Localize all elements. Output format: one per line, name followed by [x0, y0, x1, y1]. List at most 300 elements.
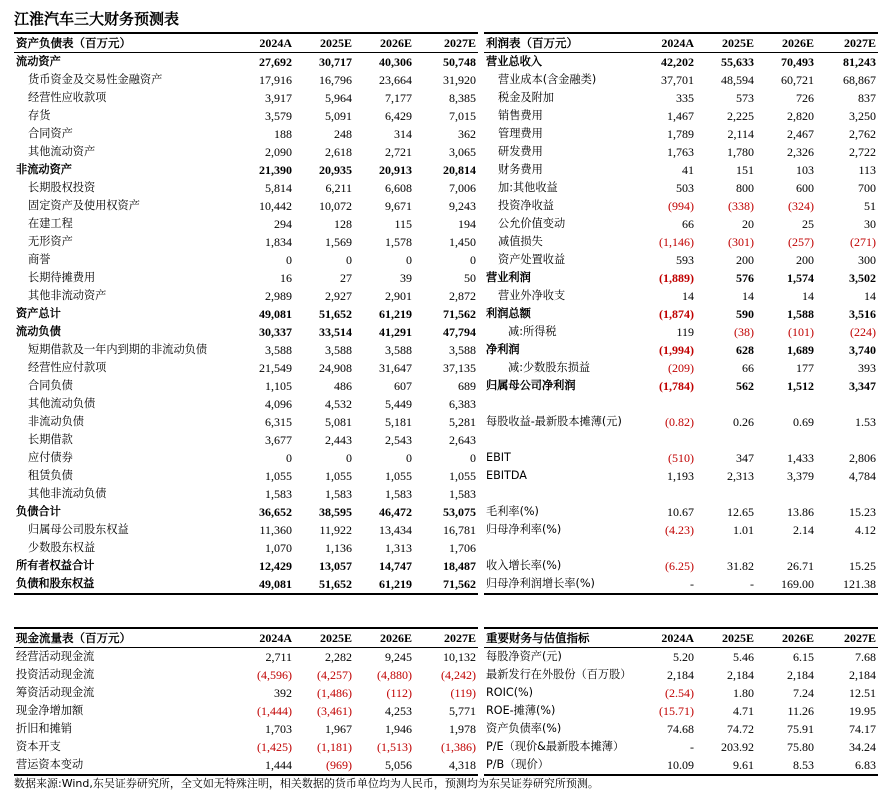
cell-value: 2,872 — [449, 289, 476, 303]
cell-value: 314 — [394, 127, 412, 141]
cell-value — [696, 395, 756, 413]
cell-value: 576 — [736, 271, 754, 285]
cell-value: 689 — [458, 379, 476, 393]
row-label: 营业外净收支 — [498, 289, 566, 302]
table-row — [484, 449, 878, 467]
table-row — [14, 269, 478, 287]
cell-value: 21,549 — [259, 361, 292, 375]
cell-value: 2,806 — [849, 451, 876, 465]
cell-value: 11,922 — [319, 523, 352, 537]
cell-value: 2,225 — [727, 109, 754, 123]
cell-value: 1.01 — [733, 523, 754, 537]
table-row — [14, 575, 478, 594]
table-header-row — [14, 33, 478, 53]
cell-value: 2,901 — [385, 289, 412, 303]
cell-value: 38,595 — [319, 505, 352, 519]
table-row — [14, 233, 478, 251]
table-row — [14, 53, 478, 72]
cell-value: 20,814 — [443, 163, 476, 177]
cell-value: 3,588 — [265, 343, 292, 357]
table-row — [484, 341, 878, 359]
cell-value: 1,136 — [325, 541, 352, 555]
cell-value: (1,146) — [659, 235, 694, 249]
cell-value: 23,664 — [379, 73, 412, 87]
cell-value: 0 — [346, 253, 352, 267]
cell-value: 4,532 — [325, 397, 352, 411]
cell-value: 700 — [858, 181, 876, 195]
cell-value: 0 — [406, 253, 412, 267]
cell-value: 42,202 — [661, 55, 694, 69]
cell-value: 50,748 — [443, 55, 476, 69]
cell-value: 16,781 — [443, 523, 476, 537]
cell-value: 1,313 — [385, 541, 412, 555]
cell-value: 800 — [736, 181, 754, 195]
table-row — [484, 251, 878, 269]
row-label: 固定资产及使用权资产 — [28, 199, 140, 212]
cell-value: 71,562 — [414, 575, 478, 594]
table-row — [14, 539, 478, 557]
cell-value: (1,513) — [377, 740, 412, 754]
row-label: 合同负债 — [28, 379, 73, 392]
cell-value: 1,763 — [667, 145, 694, 159]
cell-value: 151 — [736, 163, 754, 177]
cell-value: 37,701 — [661, 73, 694, 87]
cell-value: 593 — [676, 253, 694, 267]
cell-value: 14 — [802, 289, 814, 303]
cell-value: 39 — [400, 271, 412, 285]
table-row — [14, 251, 478, 269]
table-row — [484, 431, 878, 449]
cell-value: (38) — [734, 325, 754, 339]
cell-value: 5,814 — [265, 181, 292, 195]
cell-value: 726 — [796, 91, 814, 105]
row-label: 经营性应收款项 — [28, 91, 107, 104]
table-row — [14, 395, 478, 413]
cell-value: 20 — [742, 217, 754, 231]
cell-value: 37,135 — [443, 361, 476, 375]
cell-value: 4.12 — [855, 523, 876, 537]
cell-value: 5,964 — [325, 91, 352, 105]
cell-value: 11,360 — [259, 523, 292, 537]
table-row — [484, 89, 878, 107]
table-row — [484, 720, 878, 738]
cell-value: 4,096 — [265, 397, 292, 411]
cell-value: 66 — [682, 217, 694, 231]
table-row — [14, 89, 478, 107]
row-label: 减值损失 — [498, 235, 543, 248]
cell-value: 2,184 — [667, 668, 694, 682]
cell-value: 2,184 — [787, 668, 814, 682]
cell-value: 1,706 — [449, 541, 476, 555]
cell-value: 1,583 — [325, 487, 352, 501]
row-label: 经营活动现金流 — [16, 650, 95, 663]
table-row — [484, 666, 878, 684]
cell-value: (4,880) — [377, 668, 412, 682]
cell-value: (4,257) — [317, 668, 352, 682]
cell-value — [632, 395, 696, 413]
cell-value: 19.95 — [849, 704, 876, 718]
cell-value: 15.25 — [849, 559, 876, 573]
row-label — [484, 431, 632, 449]
cell-value: (1,444) — [257, 704, 292, 718]
cell-value: 1,433 — [787, 451, 814, 465]
table-row — [14, 684, 478, 702]
row-label: 其他流动负债 — [28, 397, 96, 410]
cell-value: 1,583 — [265, 487, 292, 501]
cell-value: (119) — [450, 686, 476, 700]
cell-value: 18,487 — [443, 559, 476, 573]
cell-value: 1,583 — [449, 487, 476, 501]
cell-value: 6,383 — [449, 397, 476, 411]
cell-value: 1,105 — [265, 379, 292, 393]
cell-value: 573 — [736, 91, 754, 105]
cell-value: 2,989 — [265, 289, 292, 303]
cell-value: 81,243 — [843, 55, 876, 69]
row-label: 现金净增加额 — [16, 704, 84, 717]
row-label: 营业成本(含金融类) — [498, 73, 597, 86]
table-row — [484, 756, 878, 775]
cell-value: (271) — [850, 235, 876, 249]
row-label: 减:所得税 — [508, 325, 557, 338]
row-label — [484, 539, 632, 557]
row-label: 净利润 — [486, 343, 520, 356]
cell-value: 6,429 — [385, 109, 412, 123]
cell-value: 1,070 — [265, 541, 292, 555]
cell-value: 628 — [736, 343, 754, 357]
table-row — [484, 305, 878, 323]
table-row — [484, 413, 878, 431]
table-row — [484, 125, 878, 143]
cell-value: 248 — [334, 127, 352, 141]
cell-value: 9,245 — [385, 650, 412, 664]
cell-value: 2,643 — [449, 433, 476, 447]
cell-value: 12.65 — [727, 505, 754, 519]
cell-value: 2,721 — [385, 145, 412, 159]
cell-value: 9,243 — [449, 199, 476, 213]
row-label: 投资活动现金流 — [16, 668, 95, 681]
row-label: 少数股东权益 — [28, 541, 96, 554]
cell-value: 1,703 — [265, 722, 292, 736]
cell-value: 14 — [742, 289, 754, 303]
table-row — [484, 395, 878, 413]
cell-value: 1,588 — [787, 307, 814, 321]
cell-value: 14 — [682, 289, 694, 303]
table-row — [14, 161, 478, 179]
cell-value: 607 — [394, 379, 412, 393]
row-label: 资产总计 — [16, 307, 61, 320]
table-header-row — [14, 628, 478, 648]
cell-value: 2,722 — [849, 145, 876, 159]
cell-value: 1,834 — [265, 235, 292, 249]
cell-value: 200 — [736, 253, 754, 267]
table-row — [484, 557, 878, 575]
table-row — [484, 107, 878, 125]
cell-value: (3,461) — [317, 704, 352, 718]
cell-value: 74.68 — [667, 722, 694, 736]
cell-value: 12.51 — [849, 686, 876, 700]
cell-value: 9,671 — [385, 199, 412, 213]
cell-value: 16 — [280, 271, 292, 285]
column-header: 2027E — [414, 628, 478, 648]
cell-value: (1,386) — [441, 740, 476, 754]
cell-value: 347 — [736, 451, 754, 465]
row-label: 最新发行在外股份（百万股） — [486, 668, 632, 681]
row-label: 收入增长率(%) — [486, 559, 562, 572]
cell-value: 3,588 — [385, 343, 412, 357]
cell-value — [632, 431, 696, 449]
cell-value: 590 — [736, 307, 754, 321]
cell-value: 13,057 — [319, 559, 352, 573]
row-label: 归母净利率(%) — [486, 523, 562, 536]
cell-value: (209) — [668, 361, 694, 375]
table-row — [14, 467, 478, 485]
page-title: 江淮汽车三大财务预测表 — [14, 10, 180, 28]
cell-value: 294 — [274, 217, 292, 231]
cell-value: 3,588 — [449, 343, 476, 357]
table-row — [14, 503, 478, 521]
cell-value: 121.38 — [816, 575, 878, 594]
cell-value: - — [632, 575, 696, 594]
cell-value: 0 — [406, 451, 412, 465]
cell-value — [816, 431, 878, 449]
cell-value: (6.25) — [665, 559, 694, 573]
cell-value: 392 — [274, 686, 292, 700]
row-label: P/E（现价&最新股本摊薄） — [486, 740, 625, 753]
table-row — [14, 485, 478, 503]
cell-value — [696, 539, 756, 557]
cell-value: 393 — [858, 361, 876, 375]
cell-value: 11.26 — [787, 704, 814, 718]
cell-value — [756, 539, 816, 557]
cell-value: 12,429 — [259, 559, 292, 573]
cell-value: 0 — [346, 451, 352, 465]
row-label: 折旧和摊销 — [16, 722, 72, 735]
cell-value: 194 — [458, 217, 476, 231]
cell-value: 51 — [864, 199, 876, 213]
cell-value: 169.00 — [756, 575, 816, 594]
table-row — [14, 666, 478, 684]
table-row — [14, 702, 478, 720]
cell-value: 6,608 — [385, 181, 412, 195]
table-row — [484, 539, 878, 557]
cell-value: 21,390 — [259, 163, 292, 177]
cell-value: (324) — [788, 199, 814, 213]
cell-value: (224) — [850, 325, 876, 339]
row-label: 销售费用 — [498, 109, 543, 122]
row-label: 非流动负债 — [28, 415, 84, 428]
row-label: 长期股权投资 — [28, 181, 96, 194]
row-label: EBITDA — [486, 469, 527, 482]
column-header: 2024A — [234, 628, 294, 648]
table-row — [484, 215, 878, 233]
cell-value: 51,652 — [319, 307, 352, 321]
row-label — [484, 485, 632, 503]
table-row — [14, 305, 478, 323]
cell-value: 36,652 — [259, 505, 292, 519]
cell-value: 5.46 — [733, 650, 754, 664]
cell-value: 0 — [470, 451, 476, 465]
table-row — [484, 197, 878, 215]
row-label: 营运资本变动 — [14, 756, 234, 775]
table-title: 利润表（百万元） — [484, 33, 632, 53]
cell-value: 51,652 — [294, 575, 354, 594]
cell-value: 10,072 — [319, 199, 352, 213]
row-label: 营业总收入 — [486, 55, 542, 68]
cell-value: 1,780 — [727, 145, 754, 159]
table-row — [14, 648, 478, 667]
table-row — [14, 341, 478, 359]
cell-value — [756, 395, 816, 413]
cell-value — [756, 485, 816, 503]
cell-value: 5,081 — [325, 415, 352, 429]
cell-value: 5,181 — [385, 415, 412, 429]
cell-value: 2,762 — [849, 127, 876, 141]
cell-value: (1,486) — [317, 686, 352, 700]
cell-value: 75.80 — [787, 740, 814, 754]
table-row — [14, 107, 478, 125]
cell-value: 61,219 — [354, 575, 414, 594]
cell-value: 6,315 — [265, 415, 292, 429]
cell-value: 7,006 — [449, 181, 476, 195]
cell-value: 2.14 — [793, 523, 814, 537]
cell-value: 47,794 — [443, 325, 476, 339]
row-label: 负债和股东权益 — [14, 575, 234, 594]
income-statement-table — [484, 32, 878, 595]
cell-value: 3,740 — [849, 343, 876, 357]
row-label: 应付债券 — [28, 451, 73, 464]
row-label: 短期借款及一年内到期的非流动负债 — [28, 343, 208, 356]
table-row — [484, 287, 878, 305]
cell-value: 3,516 — [849, 307, 876, 321]
cell-value: 3,379 — [787, 469, 814, 483]
cell-value: 6.15 — [793, 650, 814, 664]
cell-value: - — [690, 740, 694, 754]
cell-value: 1.80 — [733, 686, 754, 700]
table-row — [484, 702, 878, 720]
cell-value: 177 — [796, 361, 814, 375]
column-header: 2026E — [354, 628, 414, 648]
cash-flow-table — [14, 627, 478, 776]
column-header: 2024A — [632, 628, 696, 648]
cell-value: 1,569 — [325, 235, 352, 249]
table-row — [14, 197, 478, 215]
cell-value: 1,574 — [787, 271, 814, 285]
cell-value: 6.83 — [816, 756, 878, 775]
table-row — [14, 323, 478, 341]
table-row — [484, 161, 878, 179]
cell-value: 562 — [736, 379, 754, 393]
cell-value — [816, 395, 878, 413]
row-label: 货币资金及交易性金融资产 — [28, 73, 163, 86]
table-row — [14, 125, 478, 143]
cell-value: 0.69 — [793, 415, 814, 429]
column-header: 2025E — [696, 628, 756, 648]
row-label: 长期借款 — [28, 433, 73, 446]
row-label: 利润总额 — [486, 307, 531, 320]
row-label: 其他流动资产 — [28, 145, 96, 158]
cell-value: 1,055 — [449, 469, 476, 483]
cell-value: 103 — [796, 163, 814, 177]
row-label: 经营性应付款项 — [28, 361, 107, 374]
row-label: 负债合计 — [16, 505, 61, 518]
cell-value: 71,562 — [443, 307, 476, 321]
cell-value: 2,184 — [849, 668, 876, 682]
cell-value: 74.17 — [849, 722, 876, 736]
cell-value: 9.61 — [696, 756, 756, 775]
table-title: 现金流量表（百万元） — [14, 628, 234, 648]
cell-value: (15.71) — [659, 704, 694, 718]
cell-value: 7,015 — [449, 109, 476, 123]
cell-value: (2.54) — [665, 686, 694, 700]
cell-value: 34.24 — [849, 740, 876, 754]
column-header: 2027E — [414, 33, 478, 53]
cell-value: 40,306 — [379, 55, 412, 69]
cell-value: 2,443 — [325, 433, 352, 447]
column-header: 2024A — [632, 33, 696, 53]
cell-value: 1,978 — [449, 722, 476, 736]
table-row — [14, 521, 478, 539]
cell-value: 4,784 — [849, 469, 876, 483]
row-label: 财务费用 — [498, 163, 543, 176]
cell-value: (4,242) — [441, 668, 476, 682]
table-row — [14, 377, 478, 395]
cell-value: 5,771 — [449, 704, 476, 718]
table-row — [484, 269, 878, 287]
cell-value — [696, 485, 756, 503]
table-row — [14, 287, 478, 305]
cell-value — [632, 485, 696, 503]
cell-value: 300 — [858, 253, 876, 267]
cell-value: (994) — [668, 199, 694, 213]
row-label: 每股收益-最新股本摊薄(元) — [486, 415, 622, 428]
cell-value: 3,347 — [849, 379, 876, 393]
cell-value: 10,132 — [443, 650, 476, 664]
cell-value: 2,326 — [787, 145, 814, 159]
row-label: 所有者权益合计 — [16, 559, 95, 572]
balance-sheet-table — [14, 32, 478, 595]
cell-value: 74.72 — [727, 722, 754, 736]
row-label: ROE-摊薄(%) — [486, 704, 556, 717]
table-row — [14, 449, 478, 467]
cell-value: 115 — [394, 217, 412, 231]
cell-value: 7.68 — [855, 650, 876, 664]
cell-value: 61,219 — [379, 307, 412, 321]
column-header: 2026E — [756, 33, 816, 53]
cell-value: 55,633 — [721, 55, 754, 69]
table-row — [484, 738, 878, 756]
cell-value: 25 — [802, 217, 814, 231]
cell-value: 1,467 — [667, 109, 694, 123]
cell-value: (112) — [386, 686, 412, 700]
row-label: 长期待摊费用 — [28, 271, 96, 284]
cell-value: 2,543 — [385, 433, 412, 447]
cell-value: 113 — [858, 163, 876, 177]
row-label: 归属母公司净利润 — [486, 379, 576, 392]
cell-value: 20,913 — [379, 163, 412, 177]
row-label: 存货 — [28, 109, 51, 122]
cell-value: 75.91 — [787, 722, 814, 736]
cell-value: 203.92 — [721, 740, 754, 754]
table-header-row — [484, 628, 878, 648]
cell-value: 3,250 — [849, 109, 876, 123]
row-label: ROIC(%) — [486, 686, 534, 699]
cell-value: 1,789 — [667, 127, 694, 141]
table-row — [484, 71, 878, 89]
column-header: 2026E — [756, 628, 816, 648]
table-title: 重要财务与估值指标 — [484, 628, 632, 648]
cell-value: 14,747 — [379, 559, 412, 573]
row-label — [484, 395, 632, 413]
